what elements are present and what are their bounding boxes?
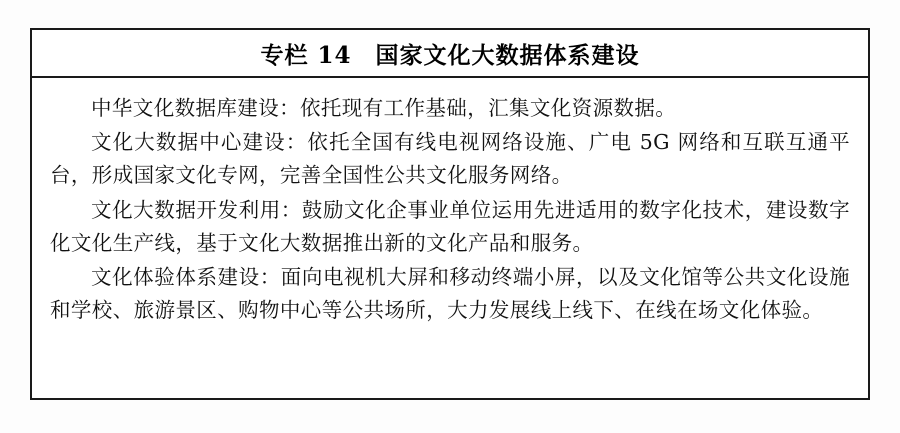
callout-box [30, 28, 870, 400]
paragraph: 文化大数据中心建设：依托全国有线电视网络设施、广电 5G 网络和互联互通平台，形成国家文化专网，完善全国性公共文化服务网络。 [50, 130, 850, 188]
paragraph: 文化大数据开发利用：鼓励文化企事业单位运用先进适用的数字化技术，建设数字化文化生产线，基于文化大数据推出新的文化产品和服务。 [50, 197, 850, 255]
paragraph: 中华文化数据库建设：依托现有工作基础，汇集文化资源数据。 [91, 96, 677, 120]
callout-body [32, 78, 868, 338]
callout-title-bar [32, 30, 868, 78]
callout-title: 专栏 14 国家文化大数据体系建设 [260, 41, 640, 69]
paragraph: 文化体验体系建设：面向电视机大屏和移动终端小屏，以及文化馆等公共文化设施和学校、旅游景区、购物中心等公共场所，大力发展线上线下、在线在场文化体验。 [50, 265, 850, 323]
